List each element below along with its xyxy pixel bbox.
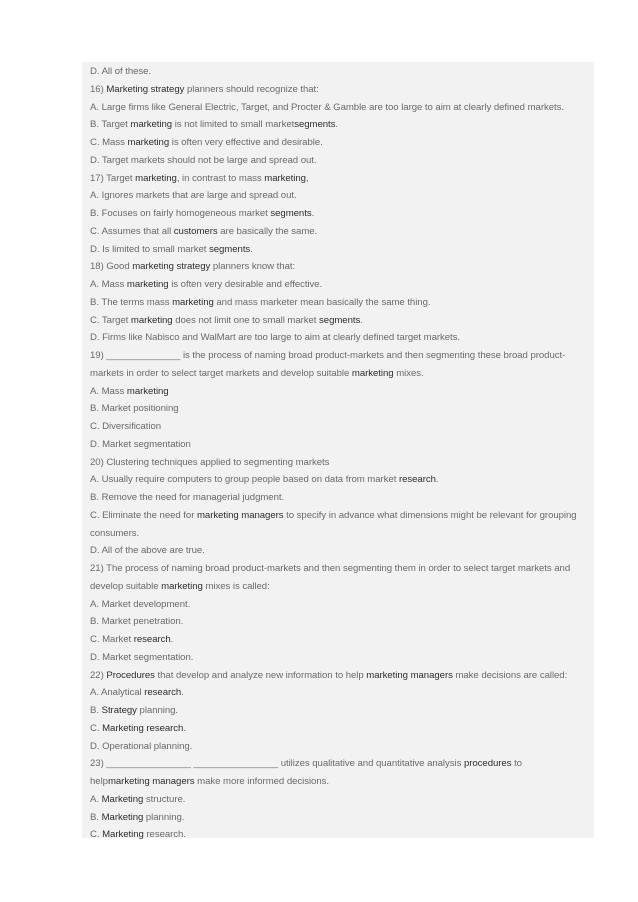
text-line (90, 560, 590, 578)
text-segment: B. Market positioning (90, 403, 179, 415)
keyword-link-text: procedures (463, 758, 512, 770)
text-segment: C. Market (90, 634, 134, 645)
text-segment: structure. (143, 793, 186, 805)
text-segment: B. Focuses on fairly homogeneous market (90, 208, 271, 219)
text-line (90, 365, 590, 383)
text-segment: that develop and analyze new information to help (154, 669, 367, 681)
text-segment: 23) ________________ ________________ utilizes qualitative and quantitative analysis (90, 758, 464, 770)
text-segment: A. Mass (90, 279, 127, 290)
keyword-link-text: marketing managers (366, 669, 453, 681)
keyword-link-text: marketing (264, 172, 306, 184)
text-segment: A. Market development. (90, 598, 191, 610)
keyword-link-text: research (144, 687, 182, 699)
keyword-link-text: marketing managers (196, 509, 284, 521)
text-line (90, 134, 590, 152)
text-segment: B. Market penetration. (90, 616, 184, 628)
text-segment: D. All of these. (90, 66, 152, 77)
text-line (90, 241, 590, 259)
text-segment: is often very desirable and effective. (168, 279, 323, 290)
text-line (90, 223, 590, 241)
text-segment: B. Target (90, 119, 131, 131)
text-segment: A. Large firms like General Electric, Target, and Procter & Gamble are too large to aim at clearly defined markets. (90, 101, 564, 113)
text-segment: C. Diversification (90, 421, 162, 432)
text-segment: C. Mass (90, 137, 128, 148)
text-segment: help (90, 776, 108, 787)
text-segment: . (435, 474, 439, 486)
text-segment: 20) Clustering techniques applied to segmenting markets (90, 456, 330, 468)
text-segment: D. Market segmentation (90, 438, 191, 450)
keyword-link-text: Procedures (106, 669, 155, 681)
text-segment: planners should recognize that: (184, 83, 319, 95)
text-line (90, 205, 590, 223)
text-segment: markets in order to select target markets and develop suitable (90, 367, 352, 379)
text-line (90, 720, 590, 738)
text-segment: are basically the same. (217, 225, 318, 237)
keyword-link-text: Marketing strategy (106, 83, 185, 95)
keyword-link-text: segments (270, 208, 312, 219)
text-line (90, 418, 590, 436)
keyword-link-text: segments (319, 314, 361, 326)
keyword-link-text: Marketing (101, 793, 144, 805)
text-line (90, 294, 590, 312)
text-segment: C. (90, 722, 103, 734)
keyword-link-text: marketing (130, 314, 173, 326)
text-segment: 19) ______________ is the process of naming broad product-markets and then segmenting these broad product- (90, 350, 566, 361)
text-segment: make decisions are called: (452, 669, 568, 681)
text-segment: mixes. (393, 367, 424, 379)
text-segment: C. Eliminate the need for (90, 509, 197, 521)
text-segment: make more informed decisions. (194, 776, 329, 787)
text-line (90, 81, 590, 99)
text-segment: . (335, 119, 339, 131)
keyword-link-text: marketing (161, 580, 203, 592)
text-segment: , (305, 172, 309, 184)
text-line (90, 596, 590, 614)
keyword-link-text: customers (173, 225, 218, 237)
text-segment: A. Analytical (90, 687, 145, 699)
text-line (90, 312, 590, 330)
text-line (90, 507, 590, 525)
text-line (90, 809, 590, 827)
text-segment: C. Target (90, 314, 131, 326)
text-segment: D. Is limited to small market (90, 243, 209, 255)
text-line (90, 454, 590, 472)
keyword-link-text: marketing (126, 279, 169, 290)
text-segment: is not limited to small market (172, 119, 295, 131)
text-line (90, 738, 590, 756)
text-segment: C. (90, 829, 103, 841)
text-line (90, 258, 590, 276)
keyword-link-text: marketing (130, 119, 173, 131)
text-segment: does not limit one to small market (172, 314, 320, 326)
text-line (90, 525, 590, 543)
text-segment: D. Operational planning. (90, 740, 193, 752)
text-line (90, 542, 590, 560)
keyword-link-text: marketing (127, 137, 170, 148)
text-segment: B. (90, 811, 102, 823)
text-segment: D. Firms like Nabisco and WalMart are too large to aim at clearly defined target markets. (90, 332, 461, 344)
text-line (90, 631, 590, 649)
text-segment: D. All of the above are true. (90, 545, 205, 557)
text-line (90, 489, 590, 507)
text-segment: . (170, 634, 174, 645)
text-line (90, 773, 590, 791)
keyword-link-text: research (133, 634, 171, 645)
text-line (90, 436, 590, 454)
text-segment: A. Mass (90, 385, 127, 397)
text-line (90, 329, 590, 347)
text-segment: research. (143, 829, 186, 841)
text-line (90, 613, 590, 631)
keyword-link-text: research (398, 474, 436, 486)
text-line (90, 116, 590, 134)
text-segment: B. Remove the need for managerial judgment. (90, 492, 285, 503)
text-line (90, 383, 590, 401)
text-segment: D. Market segmentation. (90, 651, 194, 663)
text-segment: . (311, 208, 315, 219)
keyword-link-text: marketing managers (107, 776, 195, 787)
text-line (90, 755, 590, 773)
keyword-link-text: segments (294, 119, 336, 131)
text-segment: 22) (90, 669, 107, 681)
text-line (90, 99, 590, 117)
text-line (90, 578, 590, 596)
text-segment: 21) The process of naming broad product-markets and then segmenting them in order to select target markets and (90, 563, 571, 574)
text-line (90, 276, 590, 294)
text-segment: 17) Target (90, 172, 136, 184)
text-segment: to specify in advance what dimensions might be relevant for grouping (283, 509, 577, 521)
text-segment: and mass marketer mean basically the same thing. (213, 296, 431, 308)
text-segment: planners know that: (210, 261, 296, 273)
text-line (90, 152, 590, 170)
text-line (90, 826, 590, 844)
text-segment: A. Usually require computers to group people based on data from market (90, 474, 399, 486)
text-segment: . (181, 687, 184, 699)
text-segment: to (511, 758, 522, 770)
text-segment: B. The terms mass (90, 296, 173, 308)
text-line (90, 400, 590, 418)
text-segment: . (360, 314, 363, 326)
text-segment: A. Ignores markets that are large and spread out. (90, 190, 297, 202)
text-line (90, 702, 590, 720)
keyword-link-text: marketing strategy (132, 261, 211, 273)
keyword-link-text: marketing (126, 385, 169, 397)
text-line (90, 791, 590, 809)
keyword-link-text: segments (208, 243, 251, 255)
text-line (90, 347, 590, 365)
text-segment: 16) (90, 83, 107, 95)
text-segment: consumers. (90, 527, 140, 539)
keyword-link-text: Strategy (101, 705, 137, 716)
text-segment: A. (90, 793, 102, 805)
text-segment: mixes is called: (202, 580, 270, 592)
text-segment: . (250, 243, 253, 255)
keyword-link-text: marketing (351, 367, 394, 379)
text-line (90, 63, 590, 81)
text-segment: 18) Good (90, 261, 133, 273)
text-line (90, 684, 590, 702)
text-line (90, 649, 590, 667)
keyword-link-text: Marketing (102, 829, 144, 841)
text-segment: B. (90, 705, 102, 716)
keyword-link-text: Marketing (101, 811, 144, 823)
text-line (90, 187, 590, 205)
keyword-link-text: marketing (135, 172, 177, 184)
keyword-link-text: Marketing research (102, 722, 184, 734)
keyword-link-text: marketing (172, 296, 214, 308)
text-segment: is often very effective and desirable. (169, 137, 323, 148)
text-line (90, 170, 590, 188)
document-text (90, 63, 590, 844)
text-segment: , in contrast to mass (176, 172, 265, 184)
text-line (90, 667, 590, 685)
text-segment: develop suitable (90, 580, 162, 592)
text-segment: C. Assumes that all (90, 225, 174, 237)
text-segment: D. Target markets should not be large and spread out. (90, 154, 317, 166)
text-segment: . (183, 722, 186, 734)
text-line (90, 471, 590, 489)
text-segment: planning. (143, 811, 185, 823)
text-segment: planning. (136, 705, 179, 716)
